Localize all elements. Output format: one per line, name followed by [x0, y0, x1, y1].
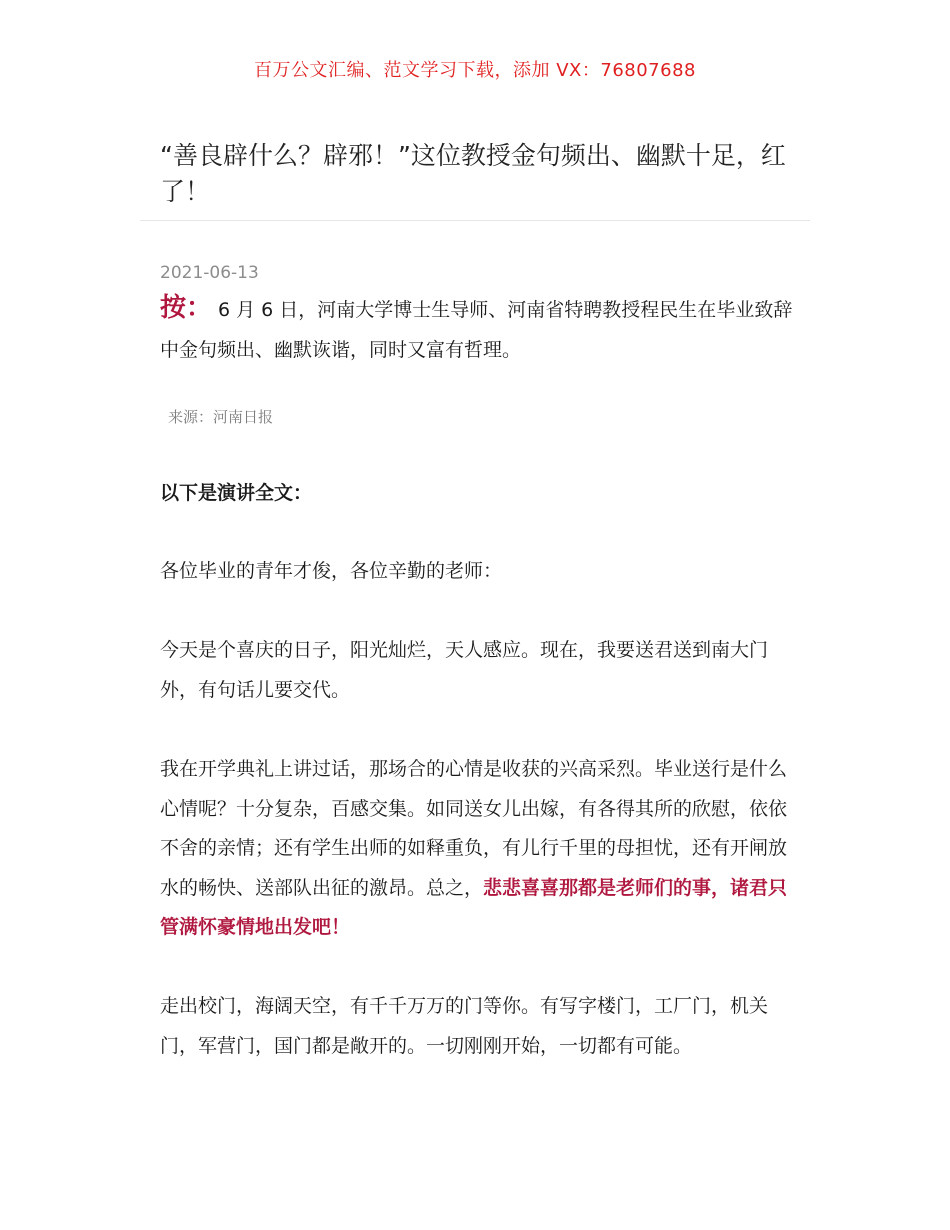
speech-greeting: 各位毕业的青年才俊，各位辛勤的老师： [160, 560, 503, 582]
editor-note-text: 6 月 6 日，河南大学博士生导师、河南省特聘教授程民生在毕业致辞中金句频出、幽默诙谐，同时又富有哲理。 [160, 299, 793, 361]
speech-paragraph-2-text: 我在开学典礼上讲过话，那场合的心情是收获的兴高采烈。毕业送行是什么心情呢？十分复杂，百感交集。如同送女儿出嫁，有各得其所的欣慰，依依不舍的亲情；还有学生出师的如释重负，有儿行千里的母担忧，还有开闸放水的畅快、送部队出征的激昂。总之， [160, 758, 788, 899]
promo-banner: 百万公文汇编、范文学习下载，添加 VX：76807688 [254, 60, 696, 81]
speech-paragraph-3: 走出校门，海阔天空，有千千万万的门等你。有写字楼门，工厂门，机关门，军营门，国门都是敞开的。一切刚刚开始，一切都有可能。 [160, 995, 769, 1057]
editor-note [160, 288, 795, 370]
speech-paragraph-1: 今天是个喜庆的日子，阳光灿烂，天人感应。现在，我要送君送到南大门外，有句话儿要交代。 [160, 639, 769, 701]
source-line: 来源：河南日报 [168, 408, 274, 426]
article-title: “善良辟什么？辟邪！”这位教授金句频出、幽默十足，红了！ [160, 141, 786, 206]
editor-note-label: 按： [160, 293, 213, 323]
publish-date: 2021-06-13 [160, 263, 259, 283]
speech-heading: 以下是演讲全文： [160, 482, 313, 504]
speech-paragraph-2 [160, 750, 795, 948]
speech-paragraph-2-highlight: 悲悲喜喜那都是老师们的事，诸君只管满怀豪情地出发吧！ [160, 876, 788, 938]
title-divider [140, 220, 810, 221]
